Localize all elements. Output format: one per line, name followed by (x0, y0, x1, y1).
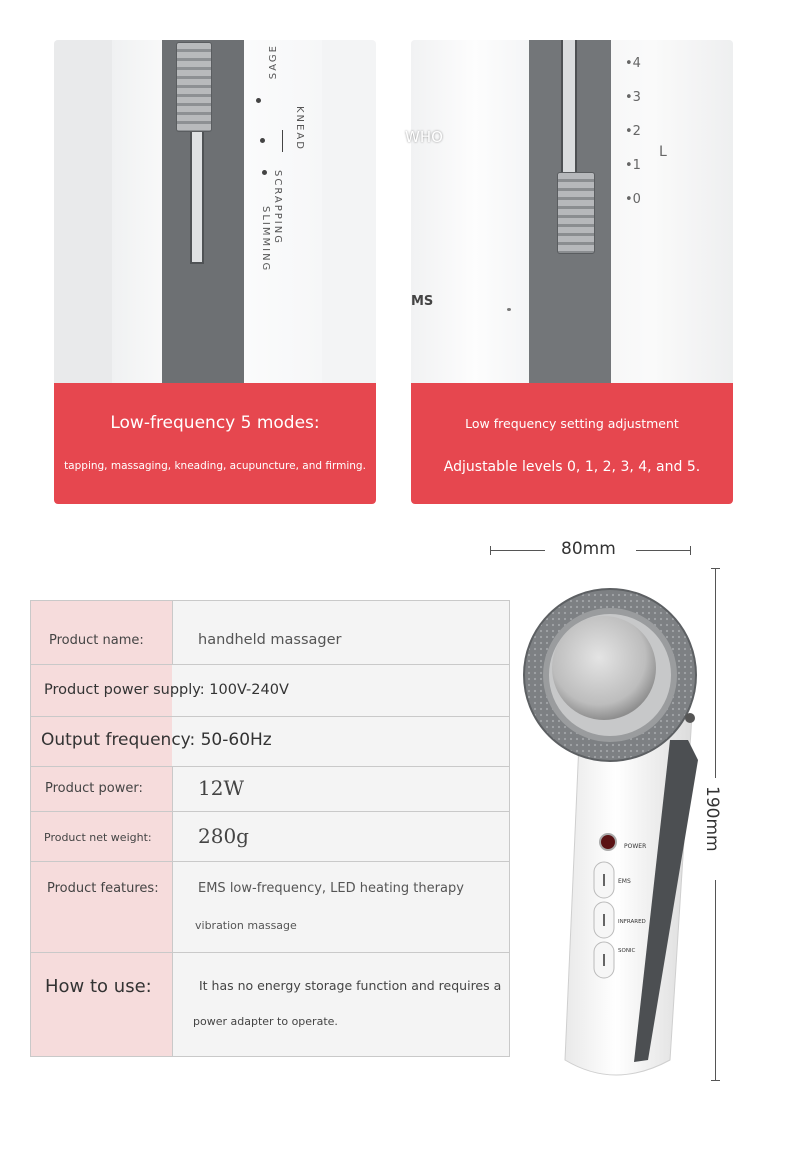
power-label: POWER (624, 843, 647, 850)
levels-caption (411, 383, 733, 504)
row-value: handheld massager (198, 632, 342, 648)
levels-title: Low frequency setting adjustment (465, 416, 679, 431)
levels-panel (411, 40, 733, 504)
ems-photo-label: MS (411, 294, 434, 309)
table-row (31, 767, 509, 812)
mode-switch-photo (54, 40, 376, 383)
level-0-label: •0 (625, 192, 641, 207)
sonic-label: SONIC (618, 948, 636, 954)
row-label: How to use: (45, 976, 152, 997)
row-value-line2: vibration massage (195, 919, 297, 932)
table-row (31, 812, 509, 862)
row-label: Product power supply: 100V-240V (44, 682, 289, 698)
infrared-label: INFRARED (618, 919, 646, 925)
level-slider-knob (557, 172, 595, 254)
row-value: 280g (198, 824, 249, 848)
ems-label: EMS (618, 878, 631, 885)
row-label: Output frequency: 50-60Hz (41, 730, 272, 750)
level-switch-photo (411, 40, 733, 383)
row-value: 12W (198, 776, 245, 800)
photo-label-slimming: SLIMMING (260, 206, 271, 273)
photo-label-knead: KNEAD (294, 106, 305, 151)
level-3-label: •3 (625, 90, 641, 105)
row-value-line2: power adapter to operate. (193, 1015, 338, 1028)
level-4-label: •4 (625, 56, 641, 71)
row-label: Product name: (49, 633, 144, 648)
width-label: 80mm (561, 539, 616, 559)
modes-panel (54, 40, 376, 504)
mode-slider-knob (176, 42, 212, 132)
levels-subtitle: Adjustable levels 0, 1, 2, 3, 4, and 5. (443, 459, 701, 475)
level-2-label: •2 (625, 124, 641, 139)
table-row (31, 665, 509, 717)
photo-label-massage: SAGE (268, 44, 279, 80)
row-value: EMS low-frequency, LED heating therapy (198, 881, 464, 896)
table-row (31, 717, 509, 767)
level-l-label: L (659, 144, 667, 160)
massager-device (520, 580, 720, 1090)
row-label: Product power: (45, 781, 143, 796)
row-label: Product net weight: (44, 831, 152, 844)
table-row (31, 862, 509, 953)
metal-head (552, 616, 656, 720)
watermark: WHO (405, 128, 443, 146)
level-1-label: •1 (625, 158, 641, 173)
table-row (31, 601, 509, 665)
modes-title: Low-frequency 5 modes: (110, 413, 320, 433)
table-row (31, 953, 509, 1055)
modes-caption (54, 383, 376, 504)
photo-label-scrapping: SCRAPPING (272, 170, 283, 245)
power-button (600, 834, 616, 850)
row-label: Product features: (47, 881, 159, 896)
height-label: 190mm (702, 786, 722, 852)
modes-subtitle: tapping, massaging, kneading, acupuncture, and firming. (64, 460, 366, 472)
spec-table (30, 600, 510, 1057)
row-value: It has no energy storage function and requires a (199, 978, 502, 993)
